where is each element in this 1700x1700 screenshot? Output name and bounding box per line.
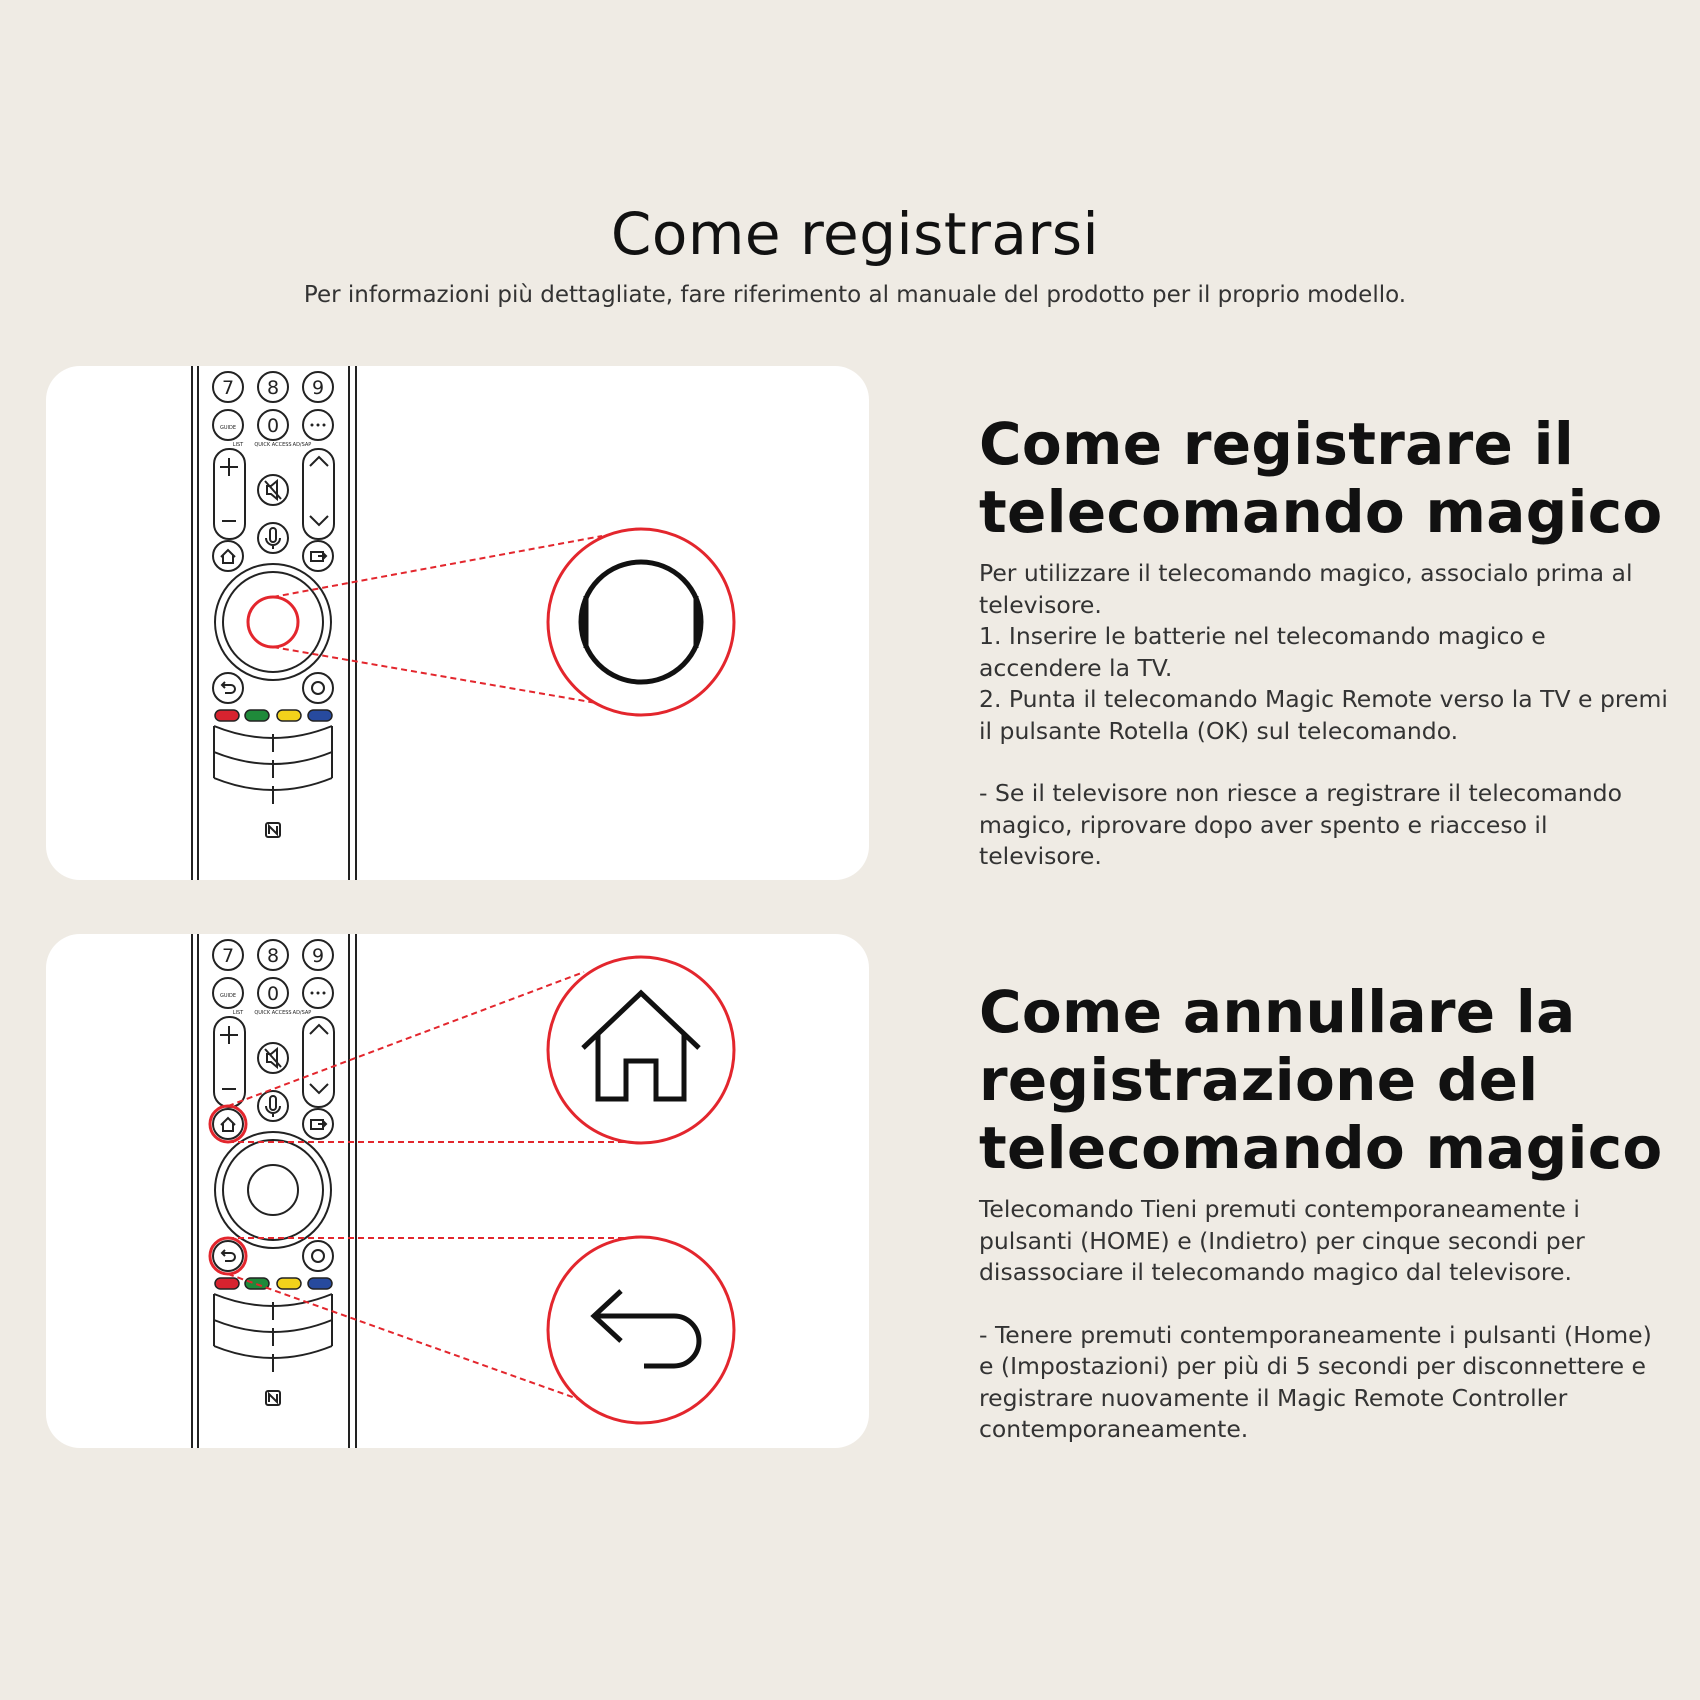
back-button (213, 673, 243, 703)
remote-illustration-register (46, 366, 869, 880)
home-icon (221, 550, 235, 563)
nav-ring-inner (223, 572, 323, 672)
key-7-label: 7 (221, 377, 235, 399)
key-8-label: 8 (266, 945, 280, 967)
chevron-up-icon (310, 1025, 328, 1034)
nav-ring (215, 564, 331, 680)
quick-access-label: QUICK ACCESS (254, 1010, 292, 1016)
key-9-label: 9 (311, 945, 325, 967)
red-key (215, 710, 239, 721)
settings-icon (312, 682, 324, 694)
back-icon (222, 1250, 235, 1261)
register-section (979, 410, 1669, 873)
register-step-1: 1. Inserire le batterie nel telecomando magico e accendere la TV. (979, 622, 1546, 682)
nfc-icon (266, 823, 280, 837)
wheel-highlight (248, 597, 298, 647)
mute-icon (265, 1049, 281, 1067)
ad-sap-label: AD/SAP (292, 442, 312, 448)
yellow-key (277, 1278, 301, 1289)
register-title-line2: telecomando magico (979, 478, 1663, 546)
home-button (213, 1109, 243, 1139)
green-key (245, 710, 269, 721)
register-step-2: 2. Punta il telecomando Magic Remote verso la TV e premi il pulsante Rotella (OK) sul telecomando. (979, 685, 1668, 745)
back-zoom-circle (548, 1237, 734, 1423)
home-highlight (210, 1106, 246, 1142)
wheel-zoom-circle (548, 529, 734, 715)
wheel-ok-button (248, 1165, 298, 1215)
callout-line-bottom (273, 647, 602, 704)
more-icon (311, 992, 326, 995)
register-title (979, 410, 1669, 546)
back-button (213, 1241, 243, 1271)
key-9-label: 9 (311, 377, 325, 399)
input-icon (311, 1120, 326, 1129)
mic-icon (266, 528, 280, 549)
guide-label: GUIDE (219, 993, 237, 999)
remote-lower-keys (214, 726, 332, 804)
color-keys (215, 1278, 332, 1289)
home-button (213, 541, 243, 571)
page-subtitle: Per informazioni più dettagliate, fare riferimento al manuale del prodotto per il proprio modello. (303, 282, 1407, 308)
unregister-section (979, 978, 1669, 1446)
unregister-illustration-card (46, 934, 869, 1448)
key-0-label: 0 (266, 415, 280, 437)
ad-sap-label: AD/SAP (292, 1010, 312, 1016)
callout-line-top (273, 536, 602, 597)
key-8-label: 8 (266, 377, 280, 399)
back-icon (222, 682, 235, 693)
nfc-icon (266, 1391, 280, 1405)
yellow-key (277, 710, 301, 721)
unregister-note: - Tenere premuti contemporaneamente i pulsanti (Home) e (Impostazioni) per più di 5 secondi per disconnettere e registrare nuovamente il Magic Remote Controller contemporaneamente. (979, 1320, 1652, 1443)
chevron-up-icon (310, 457, 328, 466)
blue-key (308, 710, 332, 721)
register-intro: Per utilizzare il telecomando magico, associalo prima al televisore. (979, 559, 1633, 619)
key-7-label: 7 (221, 945, 235, 967)
more-icon (311, 424, 326, 427)
home-zoom-circle (548, 957, 734, 1143)
unregister-body: Telecomando Tieni premuti contemporaneamente i pulsanti (HOME) e (Indietro) per cinque secondi per disassociare il telecomando magico dal televisore. (979, 1195, 1585, 1286)
input-icon (311, 552, 326, 561)
register-note: - Se il televisore non riesce a registrare il telecomando magico, riprovare dopo aver spento e riacceso il televisore. (979, 779, 1622, 870)
register-title-line1: Come registrare il (979, 410, 1575, 478)
mic-icon (266, 1096, 280, 1117)
chevron-down-icon (310, 1084, 328, 1093)
unregister-title-line1: Come annullare la (979, 978, 1576, 1046)
list-label: LIST (232, 1010, 244, 1016)
unregister-title-line3: telecomando magico (979, 1114, 1663, 1182)
color-keys (215, 710, 332, 721)
red-key (215, 1278, 239, 1289)
chevron-down-icon (310, 516, 328, 525)
settings-button (303, 673, 333, 703)
settings-button (303, 1241, 333, 1271)
plus-icon (220, 1026, 238, 1044)
list-label: LIST (232, 442, 244, 448)
mute-icon (265, 481, 281, 499)
nav-ring-inner (223, 1140, 323, 1240)
nav-ring (215, 1132, 331, 1248)
blue-key (308, 1278, 332, 1289)
key-0-label: 0 (266, 983, 280, 1005)
plus-icon (220, 458, 238, 476)
remote-illustration-unregister (46, 934, 869, 1448)
settings-icon (312, 1250, 324, 1262)
guide-label: GUIDE (219, 425, 237, 431)
quick-access-label: QUICK ACCESS (254, 442, 292, 448)
home-icon (221, 1118, 235, 1131)
page-title: Come registrarsi (610, 200, 1100, 268)
unregister-title-line2: registrazione del (979, 1046, 1539, 1114)
back-highlight (210, 1238, 246, 1274)
register-illustration-card (46, 366, 869, 880)
unregister-title (979, 978, 1669, 1182)
